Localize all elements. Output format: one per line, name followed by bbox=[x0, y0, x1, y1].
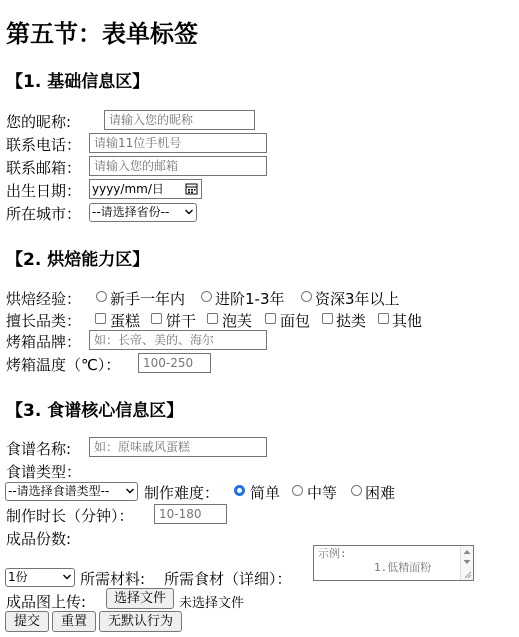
submit-button[interactable]: 提交 bbox=[5, 611, 49, 632]
experience-option-advanced: 资深3年以上 bbox=[315, 290, 400, 308]
experience-label: 烘焙经验： bbox=[6, 290, 82, 308]
difficulty-option-medium: 中等 bbox=[307, 484, 338, 502]
nickname-input[interactable]: 请输入您的昵称 bbox=[104, 110, 255, 130]
experience-radio-intermediate[interactable] bbox=[201, 291, 212, 302]
difficulty-option-hard: 困难 bbox=[365, 484, 396, 502]
email-input[interactable]: 请输入您的邮箱 bbox=[89, 156, 267, 176]
difficulty-radio-hard[interactable] bbox=[351, 485, 362, 496]
specialty-checkbox-tart[interactable] bbox=[322, 313, 333, 324]
scroll-up-icon[interactable] bbox=[463, 549, 471, 555]
birth-label: 出生日期： bbox=[6, 182, 82, 200]
oven-temp-label: 烤箱温度（℃）： bbox=[6, 356, 121, 374]
specialty-option-cake: 蛋糕 bbox=[110, 312, 141, 330]
section-basic-title: 【1. 基础信息区】 bbox=[6, 72, 150, 92]
servings-select[interactable] bbox=[5, 568, 75, 587]
city-label: 所在城市： bbox=[6, 205, 82, 223]
experience-radio-advanced[interactable] bbox=[301, 291, 312, 302]
experience-option-beginner: 新手一年内 bbox=[110, 290, 186, 308]
section-recipe-title: 【3. 食谱核心信息区】 bbox=[6, 401, 184, 421]
specialty-label: 擅长品类： bbox=[6, 312, 82, 330]
specialty-option-bread: 面包 bbox=[280, 312, 311, 330]
difficulty-radio-easy[interactable] bbox=[234, 485, 245, 496]
materials-label: 所需材料: bbox=[80, 570, 146, 588]
recipe-type-label: 食谱类型： bbox=[6, 463, 82, 481]
ingredients-placeholder-line1: 示例: bbox=[318, 547, 347, 560]
section-baking-title: 【2. 烘焙能力区】 bbox=[6, 250, 150, 270]
scroll-down-icon[interactable] bbox=[463, 559, 471, 565]
specialty-checkbox-other[interactable] bbox=[378, 313, 389, 324]
recipe-type-select-value: --请选择食谱类型-- bbox=[8, 484, 110, 498]
chevron-down-icon bbox=[126, 488, 134, 494]
birth-date-input[interactable] bbox=[89, 179, 202, 199]
choose-file-button[interactable]: 选择文件 bbox=[106, 588, 174, 609]
servings-label: 成品份数: bbox=[6, 530, 72, 548]
specialty-option-cookie: 饼干 bbox=[166, 312, 197, 330]
specialty-option-puff: 泡芙 bbox=[222, 312, 253, 330]
recipe-name-input[interactable]: 如：原味戚风蛋糕 bbox=[89, 437, 267, 457]
duration-label: 制作时长（分钟）： bbox=[6, 507, 134, 525]
specialty-option-tart: 挞类 bbox=[336, 312, 367, 330]
ingredients-textarea[interactable] bbox=[313, 545, 474, 581]
no-default-button[interactable]: 无默认行为 bbox=[99, 611, 182, 632]
difficulty-radio-medium[interactable] bbox=[292, 485, 303, 496]
upload-status: 未选择文件 bbox=[179, 596, 245, 611]
specialty-checkbox-cookie[interactable] bbox=[151, 313, 162, 324]
recipe-name-label: 食谱名称: bbox=[6, 440, 72, 458]
specialty-checkbox-bread[interactable] bbox=[265, 313, 276, 324]
servings-select-value: 1份 bbox=[8, 570, 28, 584]
specialty-option-other: 其他 bbox=[392, 312, 423, 330]
city-select-value: --请选择省份-- bbox=[92, 205, 170, 219]
difficulty-label: 制作难度： bbox=[144, 484, 220, 502]
ingredients-placeholder-line2: 1.低精面粉 bbox=[374, 561, 432, 574]
specialty-checkbox-puff[interactable] bbox=[207, 313, 218, 324]
specialty-checkbox-cake[interactable] bbox=[95, 313, 106, 324]
ingredients-label: 所需食材（详细）： bbox=[164, 570, 292, 588]
phone-input[interactable]: 请输11位手机号 bbox=[89, 133, 267, 153]
upload-label: 成品图上传: bbox=[6, 593, 87, 611]
birth-date-value: yyyy/mm/日 bbox=[92, 182, 164, 196]
oven-temp-input[interactable]: 100-250 bbox=[138, 353, 211, 373]
recipe-type-select[interactable] bbox=[5, 482, 138, 501]
page-title: 第五节：表单标签 bbox=[6, 20, 198, 48]
phone-label: 联系电话： bbox=[6, 136, 82, 154]
experience-option-intermediate: 进阶1-3年 bbox=[215, 290, 285, 308]
nickname-label: 您的昵称: bbox=[6, 113, 72, 131]
difficulty-option-easy: 简单 bbox=[250, 484, 281, 502]
experience-radio-beginner[interactable] bbox=[96, 291, 107, 302]
resize-grip-icon[interactable] bbox=[464, 571, 472, 579]
oven-brand-label: 烤箱品牌： bbox=[6, 333, 82, 351]
chevron-down-icon bbox=[63, 574, 71, 580]
reset-button[interactable]: 重置 bbox=[52, 611, 96, 632]
city-select[interactable] bbox=[89, 203, 197, 222]
chevron-down-icon bbox=[185, 209, 193, 215]
email-label: 联系邮箱： bbox=[6, 159, 82, 177]
oven-brand-input[interactable]: 如：长帝、美的、海尔 bbox=[89, 330, 267, 350]
duration-input[interactable]: 10-180 bbox=[154, 504, 227, 524]
calendar-icon[interactable] bbox=[185, 182, 198, 195]
